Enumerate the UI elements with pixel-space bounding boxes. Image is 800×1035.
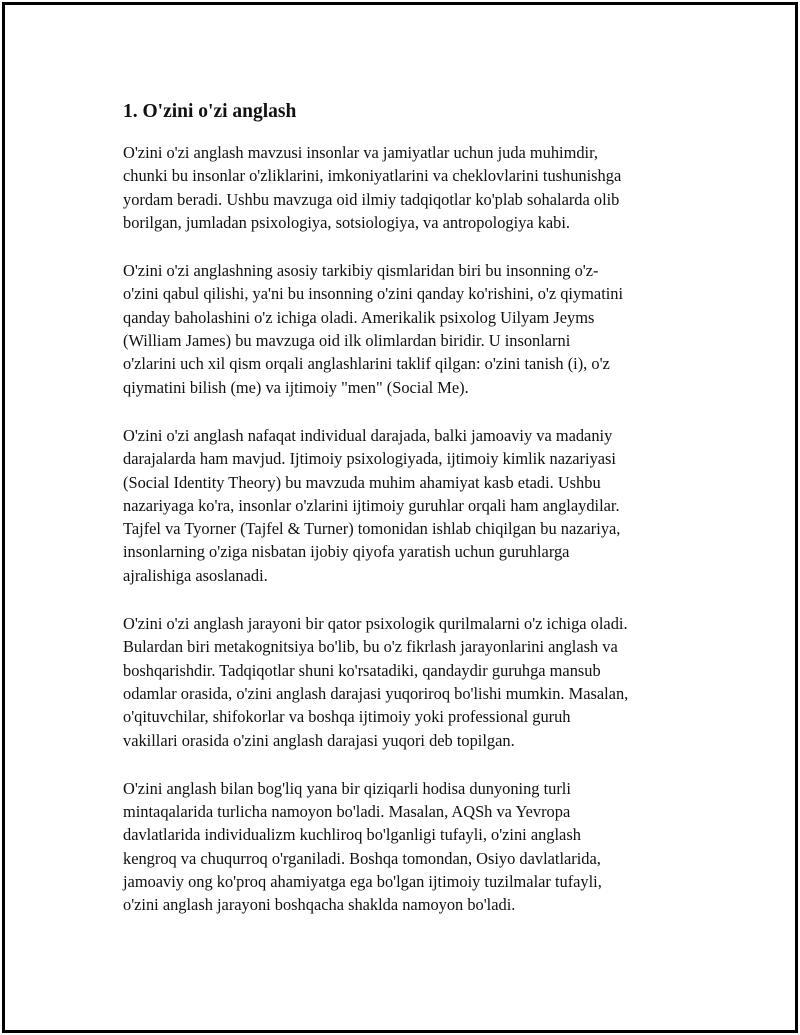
text-line: O'zini anglash bilan bog'liq yana bir qiziqarli hodisa dunyoning turli (123, 778, 571, 798)
text-line: o'qituvchilar, shifokorlar va boshqa ijtimoiy yoki professional guruh (123, 707, 571, 727)
paragraph-list (123, 141, 695, 917)
text-line: O'zini o'zi anglash nafaqat individual darajada, balki jamoaviy va madaniy (123, 425, 613, 445)
text-line: o'zlarini uch xil qism orqali anglashlarini taklif qilgan: o'zini tanish (i), o'z (123, 354, 610, 374)
text-line: ajralishiga asoslanadi. (123, 565, 268, 585)
paragraph (123, 424, 695, 587)
text-line: (William James) bu mavzuga oid ilk olimlardan biridir. U insonlarni (123, 331, 571, 351)
text-line: o'zini qabul qilishi, ya'ni bu insonning o'zini qanday ko'rishini, o'z qiymatini (123, 284, 624, 304)
paragraph (123, 612, 695, 752)
paragraph (123, 259, 695, 399)
text-line: qiymatini bilish (me) va ijtimoiy "men" (Social Me). (123, 377, 469, 397)
text-line: boshqarishdir. Tadqiqotlar shuni ko'rsatadiki, qandaydir guruhga mansub (123, 660, 601, 680)
text-line: qanday baholashini o'z ichiga oladi. Amerikalik psixolog Uilyam Jeyms (123, 307, 595, 327)
text-line: vakillari orasida o'zini anglash darajasi yuqori deb topilgan. (123, 730, 515, 750)
document-body (123, 99, 695, 942)
text-line: darajalarda ham mavjud. Ijtimoiy psixologiyada, ijtimoiy kimlik nazariyasi (123, 449, 616, 469)
page-frame (2, 2, 798, 1033)
text-line: yordam beradi. Ushbu mavzuga oid ilmiy tadqiqotlar ko'plab sohalarda olib (123, 189, 620, 209)
text-line: kengroq va chuqurroq o'rganiladi. Boshqa tomondan, Osiyo davlatlarida, (123, 848, 601, 868)
text-line: mintaqalarida turlicha namoyon bo'ladi. Masalan, AQSh va Yevropa (123, 802, 571, 822)
text-line: nazariyaga ko'ra, insonlar o'zlarini ijtimoiy guruhlar orqali ham anglaydilar. (123, 495, 620, 515)
text-line: O'zini o'zi anglashning asosiy tarkibiy qismlaridan biri bu insonning o'z- (123, 261, 599, 281)
text-line: jamoaviy ong ko'proq ahamiyatga ega bo'lgan ijtimoiy tuzilmalar tufayli, (123, 872, 602, 892)
text-line: insonlarning o'ziga nisbatan ijobiy qiyofa yaratish uchun guruhlarga (123, 542, 570, 562)
text-line: (Social Identity Theory) bu mavzuda muhim ahamiyat kasb etadi. Ushbu (123, 472, 601, 492)
text-line: borilgan, jumladan psixologiya, sotsiologiya, va antropologiya kabi. (123, 212, 571, 232)
text-line: O'zini o'zi anglash mavzusi insonlar va jamiyatlar uchun juda muhimdir, (123, 143, 598, 162)
paragraph (123, 777, 695, 917)
text-line: odamlar orasida, o'zini anglash darajasi yuqoriroq bo'lishi mumkin. Masalan, (123, 683, 629, 703)
text-line: davlatlarida individualizm kuchliroq bo'lganligi tufayli, o'zini anglash (123, 825, 581, 845)
text-line: O'zini o'zi anglash jarayoni bir qator psixologik qurilmalarni o'z ichiga oladi. (123, 614, 628, 634)
text-line: o'zini anglash jarayoni boshqacha shaklda namoyon bo'ladi. (123, 895, 516, 915)
text-line: chunki bu insonlar o'zliklarini, imkoniyatlarini va cheklovlarini tushunishga (123, 166, 622, 186)
text-line: Bulardan biri metakognitsiya bo'lib, bu o'z fikrlash jarayonlarini anglash va (123, 637, 618, 657)
paragraph (123, 141, 695, 234)
text-line: Tajfel va Tyorner (Tajfel & Turner) tomonidan ishlab chiqilgan bu nazariya, (123, 519, 621, 539)
section-title: 1. O'zini o'zi anglash (123, 101, 297, 122)
